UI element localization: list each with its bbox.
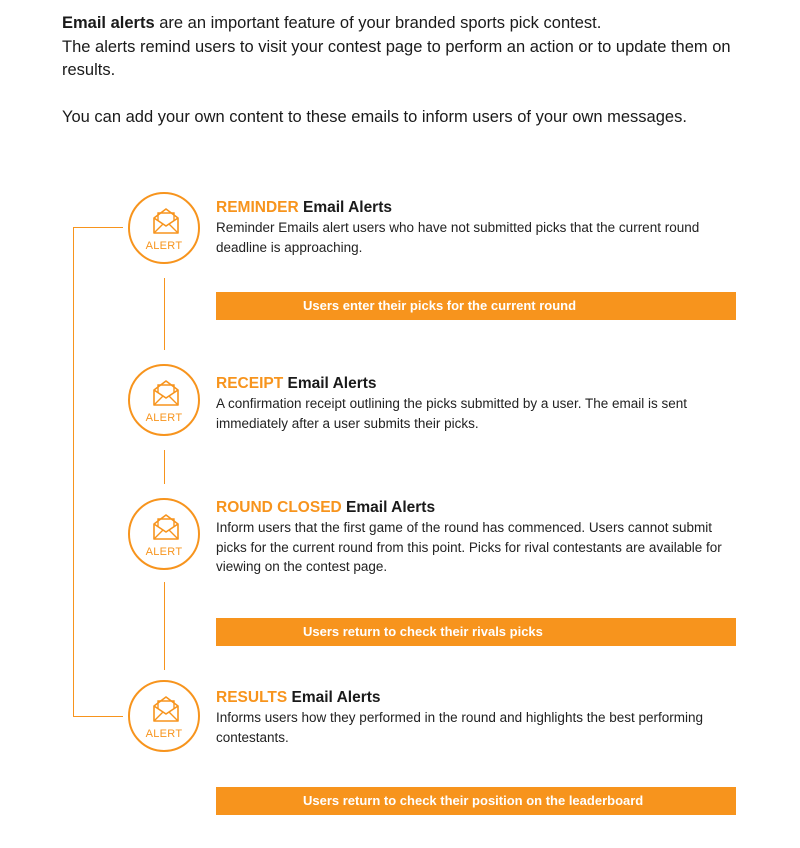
alert-circle bbox=[128, 364, 200, 436]
intro-paragraph-1 bbox=[62, 12, 752, 83]
bracket-vertical-line bbox=[73, 227, 74, 717]
step-keyword: ROUND CLOSED bbox=[216, 499, 342, 516]
intro-lead-bold: Email alerts bbox=[62, 14, 155, 32]
step-title bbox=[216, 198, 741, 218]
bracket-bottom-line bbox=[73, 716, 123, 717]
connector-line bbox=[164, 450, 165, 484]
step-title-suffix: Email Alerts bbox=[341, 499, 436, 516]
step-results bbox=[216, 688, 741, 747]
intro-lead-rest: are an important feature of your branded sports pick contest. bbox=[154, 14, 602, 32]
intro-text bbox=[62, 12, 752, 129]
envelope-icon bbox=[151, 512, 181, 542]
step-description: Inform users that the first game of the round has commenced. Users cannot submit picks for the current round from this point. Picks for rival contestants are available for viewing on the contest page. bbox=[216, 520, 722, 574]
intro-paragraph-2: You can add your own content to these emails to inform users of your own messages. bbox=[62, 107, 687, 126]
intro-line-2: The alerts remind users to visit your contest page to perform an action or to update them on results. bbox=[62, 37, 731, 79]
step-description: A confirmation receipt outlining the picks submitted by a user. The email is sent immediately after a user submits their picks. bbox=[216, 396, 687, 431]
step-keyword: REMINDER bbox=[216, 199, 299, 216]
step-title-suffix: Email Alerts bbox=[298, 199, 392, 216]
step-title bbox=[216, 498, 741, 518]
bracket-top-line bbox=[73, 227, 123, 228]
step-description: Informs users how they performed in the round and highlights the best performing contestants. bbox=[216, 710, 704, 745]
flow-bar-rivals-picks: Users return to check their rivals picks bbox=[216, 618, 736, 646]
alert-label: ALERT bbox=[145, 546, 183, 558]
alert-circle bbox=[128, 498, 200, 570]
step-receipt bbox=[216, 374, 741, 433]
alert-label: ALERT bbox=[145, 728, 183, 740]
flow-bar-leaderboard: Users return to check their position on the leaderboard bbox=[216, 787, 736, 815]
envelope-icon bbox=[151, 694, 181, 724]
alert-circle bbox=[128, 680, 200, 752]
step-title-suffix: Email Alerts bbox=[287, 689, 381, 706]
step-keyword: RECEIPT bbox=[216, 375, 284, 392]
alert-circle bbox=[128, 192, 200, 264]
step-keyword: RESULTS bbox=[216, 689, 288, 706]
alert-label: ALERT bbox=[145, 412, 183, 424]
step-reminder bbox=[216, 198, 741, 257]
step-title bbox=[216, 374, 741, 394]
step-description: Reminder Emails alert users who have not submitted picks that the current round deadline is approaching. bbox=[216, 220, 700, 255]
flow-bar-enter-picks: Users enter their picks for the current round bbox=[216, 292, 736, 320]
step-round-closed bbox=[216, 498, 741, 577]
connector-line bbox=[164, 278, 165, 350]
step-title bbox=[216, 688, 741, 708]
alert-label: ALERT bbox=[145, 240, 183, 252]
envelope-icon bbox=[151, 378, 181, 408]
envelope-icon bbox=[151, 206, 181, 236]
step-title-suffix: Email Alerts bbox=[283, 375, 377, 392]
connector-line bbox=[164, 582, 165, 670]
